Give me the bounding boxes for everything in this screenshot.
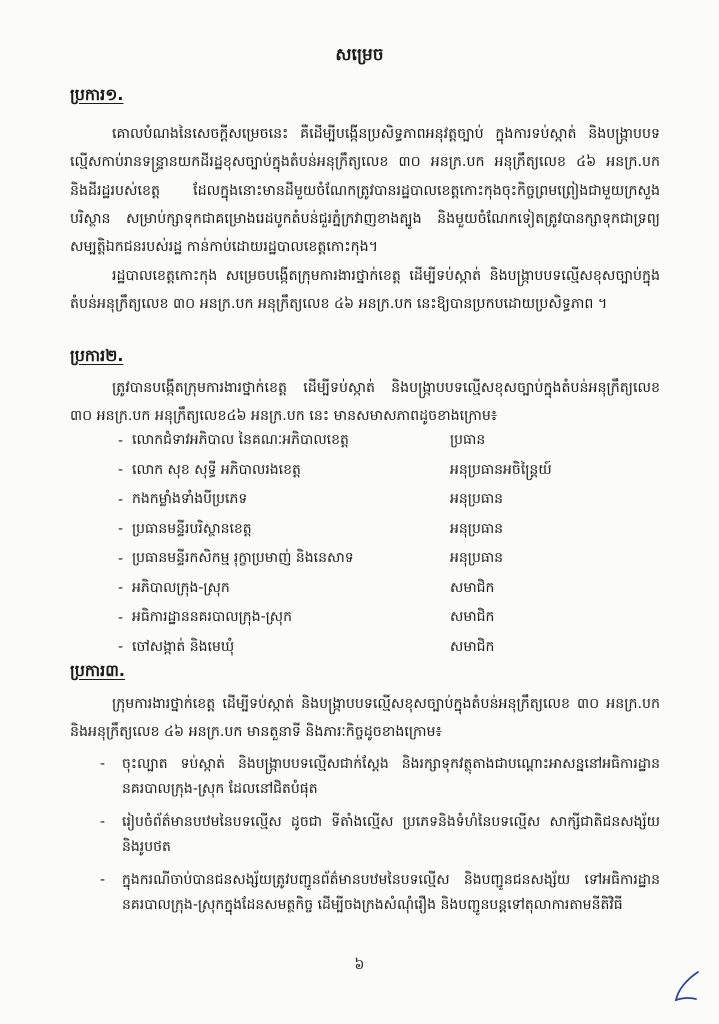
- article-1-paragraph-2: រដ្ឋបាលខេត្តកោះកុង សម្រេចបង្កើតក្រុមការងារថ្នាក់ខេត្ត ដើម្បីទប់ស្កាត់ និងបង្ក្រាបបទល្មើសខុសច្បាប់ក្នុងតំបន់អនុក្រឹត្យលេខ ៣០ អនក្រ.បក អនុក្រឹត្យលេខ ៤៦ អនក្រ.បក នេះឱ្យបានប្រកបដោយប្រសិទ្ធភាព ។: [70, 268, 660, 313]
- article-2-heading: ប្រការ២.: [70, 346, 124, 365]
- page-number: ៦: [354, 957, 365, 973]
- member-row: - អធិការដ្ឋាននគរបាលក្រុង-ស្រុក សមាជិក: [118, 609, 495, 626]
- member-row: - ចៅសង្កាត់ និងមេឃុំ សមាជិក: [118, 638, 495, 656]
- article-2-paragraph: ត្រូវបានបង្កើតក្រុមការងារថ្នាក់ខេត្ត ដើម្បីទប់ស្កាត់ និងបង្ក្រាបបទល្មើសខុសច្បាប់ក្នុងតំបន់អនុក្រឹត្យលេខ ៣០ អនក្រ.បក អនុក្រឹត្យលេខ៤៦ អនក្រ.បក នេះ មានសមាសភាពដូចខាងក្រោម៖: [70, 380, 660, 425]
- member-row: - លោក សុខ សុទ្ធី អភិបាលរងខេត្ត អនុប្រធានអចិន្ត្រៃយ៍: [118, 461, 552, 479]
- pen-mark-icon: [668, 966, 708, 1006]
- member-row: - ប្រធានមន្ទីរបរិស្ថានខេត្ត អនុប្រធាន: [118, 520, 504, 538]
- document-title: សម្រេច: [335, 45, 384, 65]
- article-1-heading: ប្រការ១.: [70, 85, 124, 104]
- member-row: - លោកជំទាវអភិបាល នៃគណៈអភិបាលខេត្ត ប្រធាន: [118, 432, 486, 449]
- member-row: - អភិបាលក្រុង-ស្រុក សមាជិក: [118, 579, 495, 597]
- duty-item: - រៀបចំព័ត៌មានបឋមនៃបទល្មើស ដូចជា ទីតាំងល្មើស ប្រភេទនិងទំហំនៃបទល្មើស សាក្សីជាតិជនសង្ស័យ និងរូបថត: [100, 814, 660, 855]
- article-3-paragraph: ក្រុមការងារថ្នាក់ខេត្ត ដើម្បីទប់ស្កាត់ និងបង្ក្រាបបទល្មើសខុសច្បាប់ក្នុងតំបន់អនុក្រឹត្យលេខ ៣០ អនក្រ.បក និងអនុក្រឹត្យលេខ ៤៦ អនក្រ.បក មានតួនាទី និងភារៈកិច្ចដូចខាងក្រោម៖: [70, 696, 660, 741]
- article-1-paragraph-1: គោលបំណងនៃសេចក្តីសម្រេចនេះ គឺដើម្បីបង្កើនប្រសិទ្ធភាពអនុវត្តច្បាប់ ក្នុងការទប់ស្កាត់ និងបង្ក្រាបបទល្មើសកាប់រានទន្ទ្រានយកដីរដ្ឋខុសច្បាប់ក្នុងតំបន់អនុក្រឹត្យលេខ ៣០ អនក្រ.បក អនុក្រឹត្យលេខ ៤៦ អនក្រ.បក និងដីរដ្ឋរបស់ខេត្ត ដែលក្នុងនោះមានដីមួយចំណែកត្រូវបានរដ្ឋបាលខេត្តកោះកុងចុះកិច្ចព្រមព្រៀងជាមួយក្រសួងបរិស្ថាន សម្រាប់ក្សាទុកជាគម្រោងរេដបូកតំបន់ជួរភ្នំក្រវាញខាងត្បូង និងមួយចំណែកទៀតត្រូវបានក្សាទុកជាទ្រព្យសម្បត្តិឯកជនរបស់រដ្ឋ កាន់កាប់ដោយរដ្ឋបាលខេត្តកោះកុង។: [70, 126, 660, 256]
- article-3-heading: ប្រការ៣.: [70, 661, 125, 680]
- duty-item: - ចុះល្បាត ទប់ស្កាត់ និងបង្ក្រាបបទល្មើសជាក់ស្តែង និងរក្សាទុកវត្ថុតាងជាបណ្តោះអាសន្ននៅអធិការដ្ឋាននគរបាលក្រុង-ស្រុក ដែលនៅជិតបំផុត: [100, 756, 660, 797]
- member-row: - កងកម្លាំងទាំងបីប្រភេទ អនុប្រធាន: [118, 491, 504, 508]
- member-row: - ប្រធានមន្ទីរកសិកម្ម រុក្ខាប្រមាញ់ និងនេសាទ អនុប្រធាន: [118, 550, 504, 567]
- duties-list: [100, 752, 660, 926]
- duty-item: - ក្នុងករណីចាប់បានជនសង្ស័យត្រូវបញ្ជូនព័ត៌មានបឋមនៃបទល្មើស និងបញ្ជូនជនសង្ស័យ ទៅអធិការដ្ឋាននគរបាលក្រុង-ស្រុកក្នុងដែនសមត្ថកិច្ច ដើម្បីចងក្រងសំណុំរឿង និងបញ្ជូនបន្តទៅតុលាការតាមនីតិវិធី: [100, 872, 660, 913]
- members-list: [118, 426, 638, 662]
